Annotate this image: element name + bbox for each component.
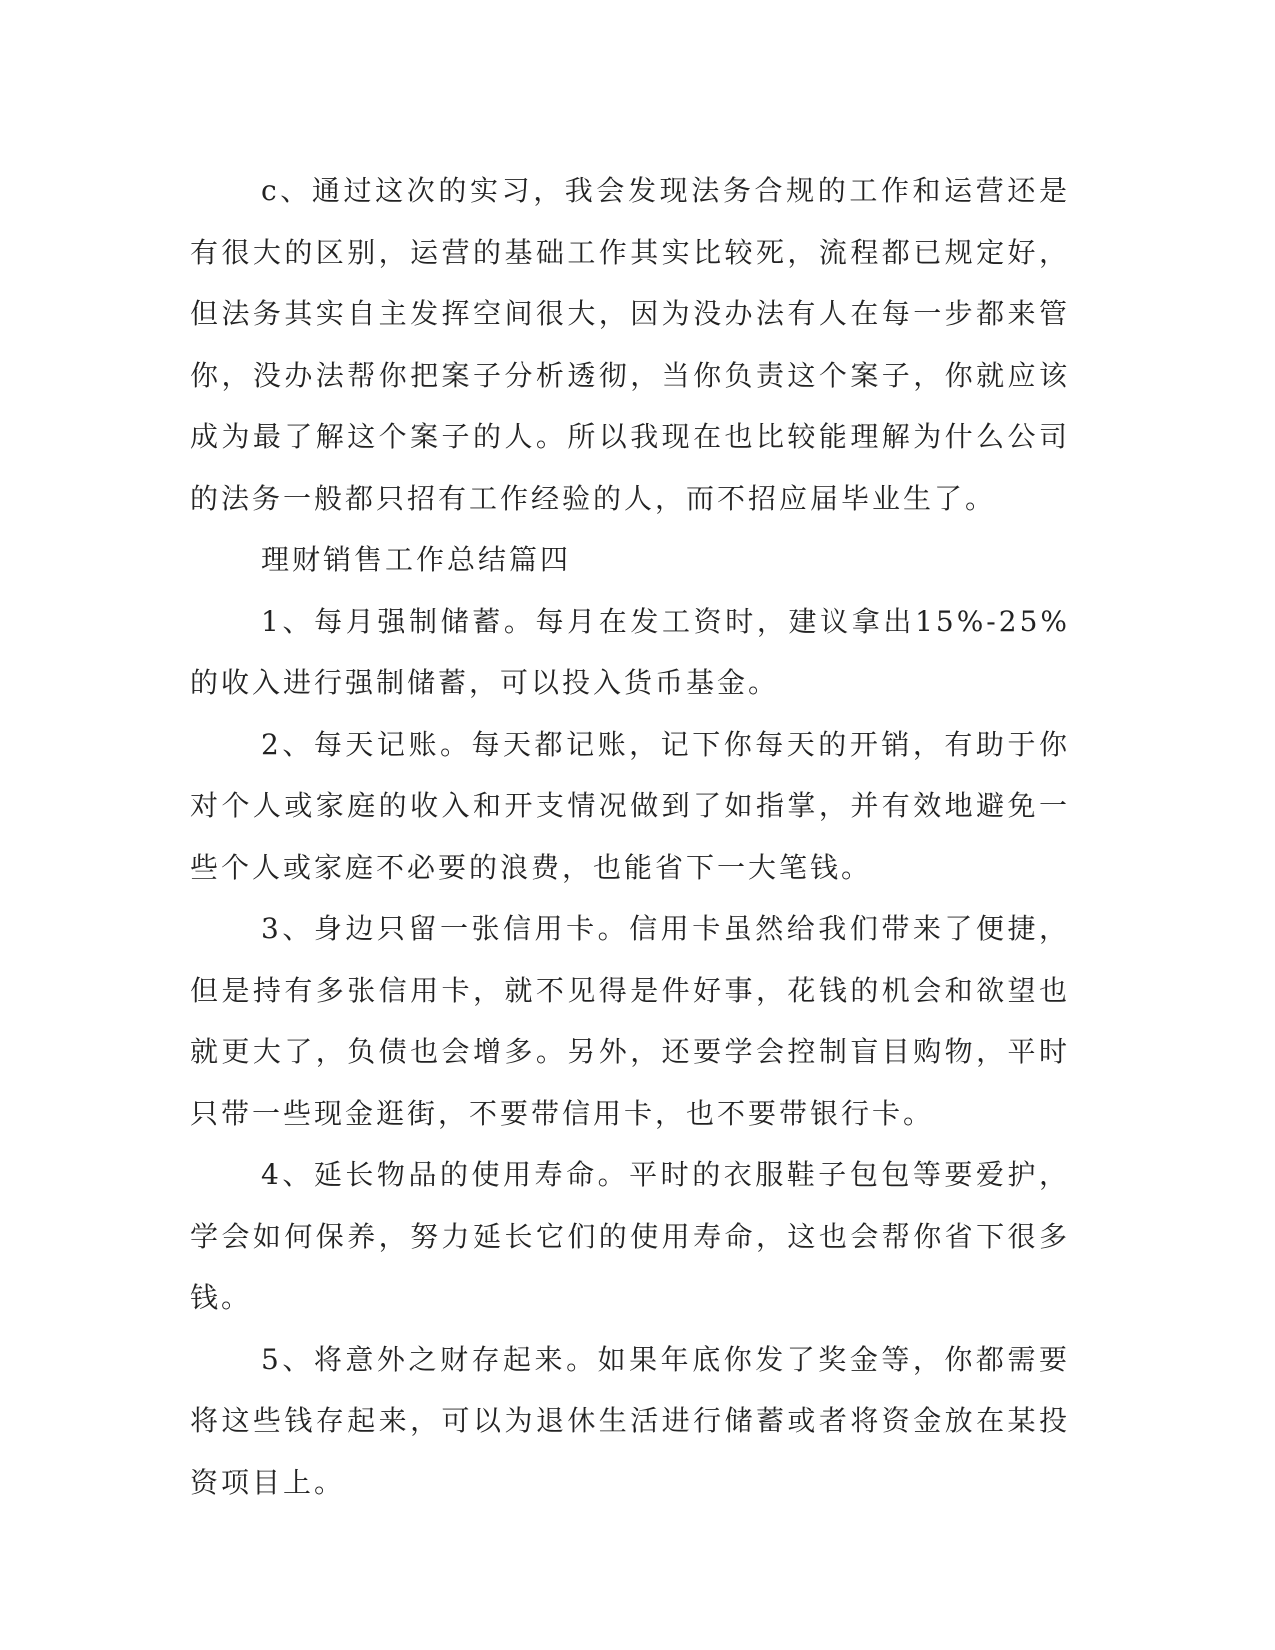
- paragraph-tip-2: 2、每天记账。每天都记账，记下你每天的开销，有助于你对个人或家庭的收入和开支情况做到了如指掌，并有效地避免一些个人或家庭不必要的浪费，也能省下一大笔钱。: [190, 727, 1070, 884]
- paragraph-tip-1: 1、每月强制储蓄。每月在发工资时，建议拿出15%-25%的收入进行强制储蓄，可以投入货币基金。: [190, 604, 1070, 699]
- paragraph-tip-5: 5、将意外之财存起来。如果年底你发了奖金等，你都需要将这些钱存起来，可以为退休生活进行储蓄或者将资金放在某投资项目上。: [190, 1342, 1070, 1499]
- paragraph-internship-reflection: c、通过这次的实习，我会发现法务合规的工作和运营还是有很大的区别，运营的基础工作其实比较死，流程都已规定好，但法务其实自主发挥空间很大，因为没办法有人在每一步都来管你，没办法帮你把案子分析透彻，当你负责这个案子，你就应该成为最了解这个案子的人。所以我现在也比较能理解为什么公司的法务一般都只招有工作经验的人，而不招应届毕业生了。: [190, 174, 1070, 515]
- paragraph-tip-3: 3、身边只留一张信用卡。信用卡虽然给我们带来了便捷，但是持有多张信用卡，就不见得是件好事，花钱的机会和欲望也就更大了，负债也会增多。另外，还要学会控制盲目购物，平时只带一些现金逛街，不要带信用卡，也不要带银行卡。: [190, 912, 1070, 1130]
- paragraph-tip-4: 4、延长物品的使用寿命。平时的衣服鞋子包包等要爱护，学会如何保养，努力延长它们的使用寿命，这也会帮你省下很多钱。: [190, 1158, 1070, 1314]
- document-body: [190, 160, 1070, 1513]
- section-heading: 理财销售工作总结篇四: [261, 543, 572, 576]
